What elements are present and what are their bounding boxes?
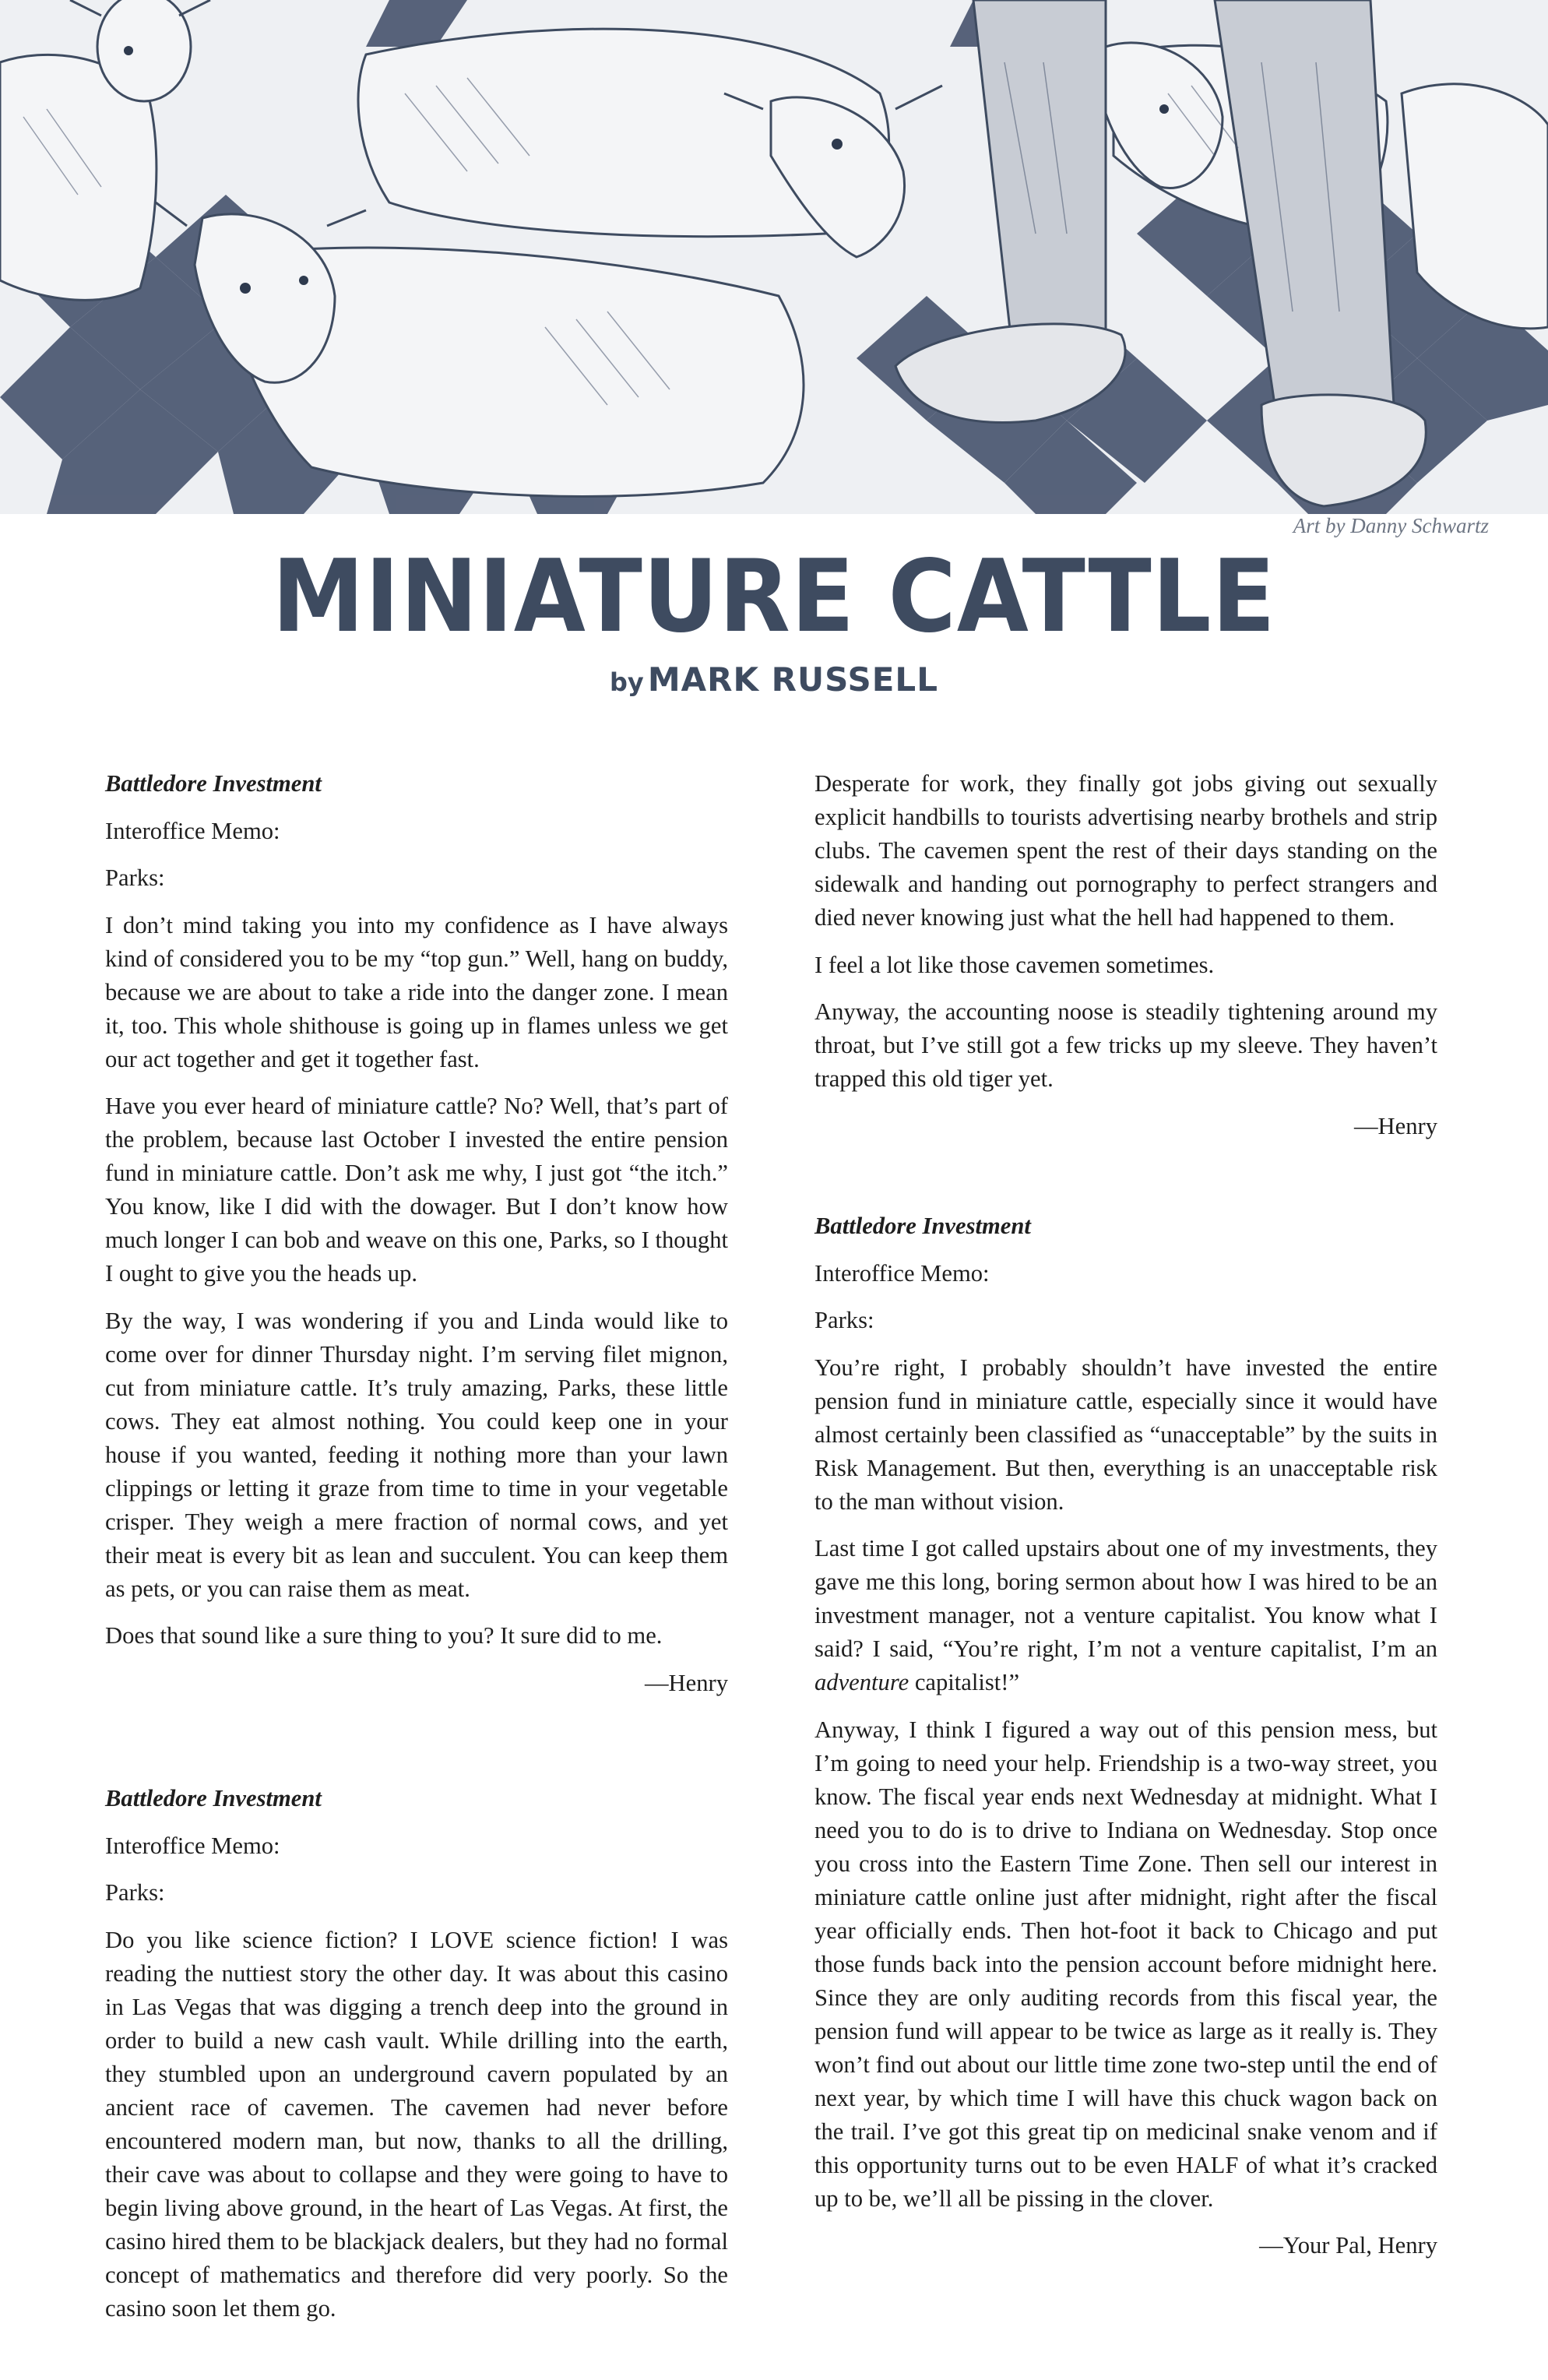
memo-company: Battledore Investment [105,770,322,797]
left-column [105,767,728,2339]
article-title: MINIATURE CATTLE [272,539,1276,655]
art-credit: Art by Danny Schwartz [1293,514,1489,537]
right-column [814,767,1437,2276]
byline [0,660,1548,699]
memo-type: Interoffice Memo: [105,1832,280,1859]
memo-paragraph: Anyway, the accounting noose is steadily tightening around my throat, but I’ve still got a few tricks up my sleeve. They haven’t trapped this old tiger yet. [814,998,1437,1092]
cattle-illustration-icon [0,0,1548,514]
memo-paragraph: I feel a lot like those cavemen sometimes. [814,951,1215,978]
memo-signature: —Henry [644,1669,728,1696]
author-name: MARK RUSSELL [647,660,938,699]
memo-paragraph: Desperate for work, they finally got jobs giving out sexually explicit handbills to tourists advertising nearby brothels and strip clubs. The cavemen spent the rest of their days standing on the sidewalk and handing out pornography to perfect strangers and died never knowing just what the hell had happened to them. [814,770,1437,931]
memo-paragraph-tail: capitalist!” [909,1669,1020,1695]
memo-company: Battledore Investment [814,1213,1031,1239]
memo-separator [814,1157,1437,1209]
memo-paragraph: You’re right, I probably shouldn’t have invested the entire pension fund in miniature cattle, especially since it would have almost certainly been classified as “unacceptable” by the suits in Risk Management. But then, everything is an unacceptable risk to the man without vision. [814,1354,1437,1515]
memo-salutation: Parks: [105,864,165,891]
memo-paragraph [814,1532,1437,1699]
memo-type: Interoffice Memo: [814,1259,990,1287]
memo-paragraph: Anyway, I think I figured a way out of this pension mess, but I’m going to need your help. Friendship is a two-way street, you know. The fiscal year ends next Wednesday at midnight. What I need you to do is to drive to Indiana on Wednesday. Stop once you cross into the Eastern Time Zone. Then sell our interest in miniature cattle online just after midnight, right after the fiscal year officially ends. Then hot-foot it back to Chicago and put those funds back into the pension account before midnight here. Since they are only auditing records from this fiscal year, the pension fund will appear to be twice as large as it really is. They won’t find out about our little time zone two-step until the end of next year, by which time I will have this chuck wagon back on the trail. I’ve got this great tip on medicinal snake venom and if this opportunity turns out to be even HALF of what it’s cracked up to be, we’ll all be pissing in the clover. [814,1716,1437,2212]
memo-separator [105,1713,728,1782]
memo-type: Interoffice Memo: [105,817,280,844]
emphasis-word: adventure [814,1669,909,1695]
memo-paragraph: Have you ever heard of miniature cattle? No? Well, that’s part of the problem, because last October I invested the entire pension fund in miniature cattle. Don’t ask me why, I just got “the itch.” You know, like I did with the dowager. But I don’t know how much longer I can bob and weave on this one, Parks, so I thought I ought to give you the heads up. [105,1093,728,1287]
memo-company: Battledore Investment [105,1785,322,1811]
memo-signature: —Henry [1353,1112,1437,1139]
memo-signature: —Your Pal, Henry [1259,2232,1437,2259]
memo-paragraph: By the way, I was wondering if you and Linda would like to come over for dinner Thursday night. I’m serving filet mignon, cut from miniature cattle. It’s truly amazing, Parks, these little cows. They eat almost nothing. You could keep one in your house if you wanted, feeding it nothing more than your lawn clippings or letting it graze from time to time in your vegetable crisper. They weigh a mere fraction of normal cows, and yet their meat is every bit as lean and succulent. You can keep them as pets, or you can raise them as meat. [105,1307,728,1602]
memo-paragraph: Do you like science fiction? I LOVE science fiction! I was reading the nuttiest story the other day. It was about this casino in Las Vegas that was digging a trench deep into the ground in order to build a new cash vault. While drilling into the earth, they stumbled upon an underground cavern populated by an ancient race of cavemen. The cavemen had never before encountered modern man, but now, thanks to all the drilling, their cave was about to collapse and they were going to have to begin living above ground, in the heart of Las Vegas. At first, the casino hired them to be blackjack dealers, but they had no formal concept of mathematics and therefore did very poorly. So the casino soon let them go. [105,1926,728,2322]
header-illustration [0,0,1548,514]
memo-paragraph-text: Last time I got called upstairs about one of my investments, they gave me this long, boring sermon about how I was hired to be an investment manager, not a venture capitalist. You know what I said? I said, “You’re right, I’m not a venture capitalist, I’m an [814,1535,1437,1662]
byline-prefix: by [610,667,644,697]
memo-salutation: Parks: [105,1879,165,1906]
memo-paragraph: I don’t mind taking you into my confidence as I have always kind of considered you to be my “top gun.” Well, hang on buddy, because we are about to take a ride into the danger zone. I mean it, too. This whole shithouse is going up in flames unless we get our act together and get it together fast. [105,911,728,1072]
memo-paragraph: Does that sound like a sure thing to you? It sure did to me. [105,1622,663,1649]
memo-salutation: Parks: [814,1307,874,1333]
